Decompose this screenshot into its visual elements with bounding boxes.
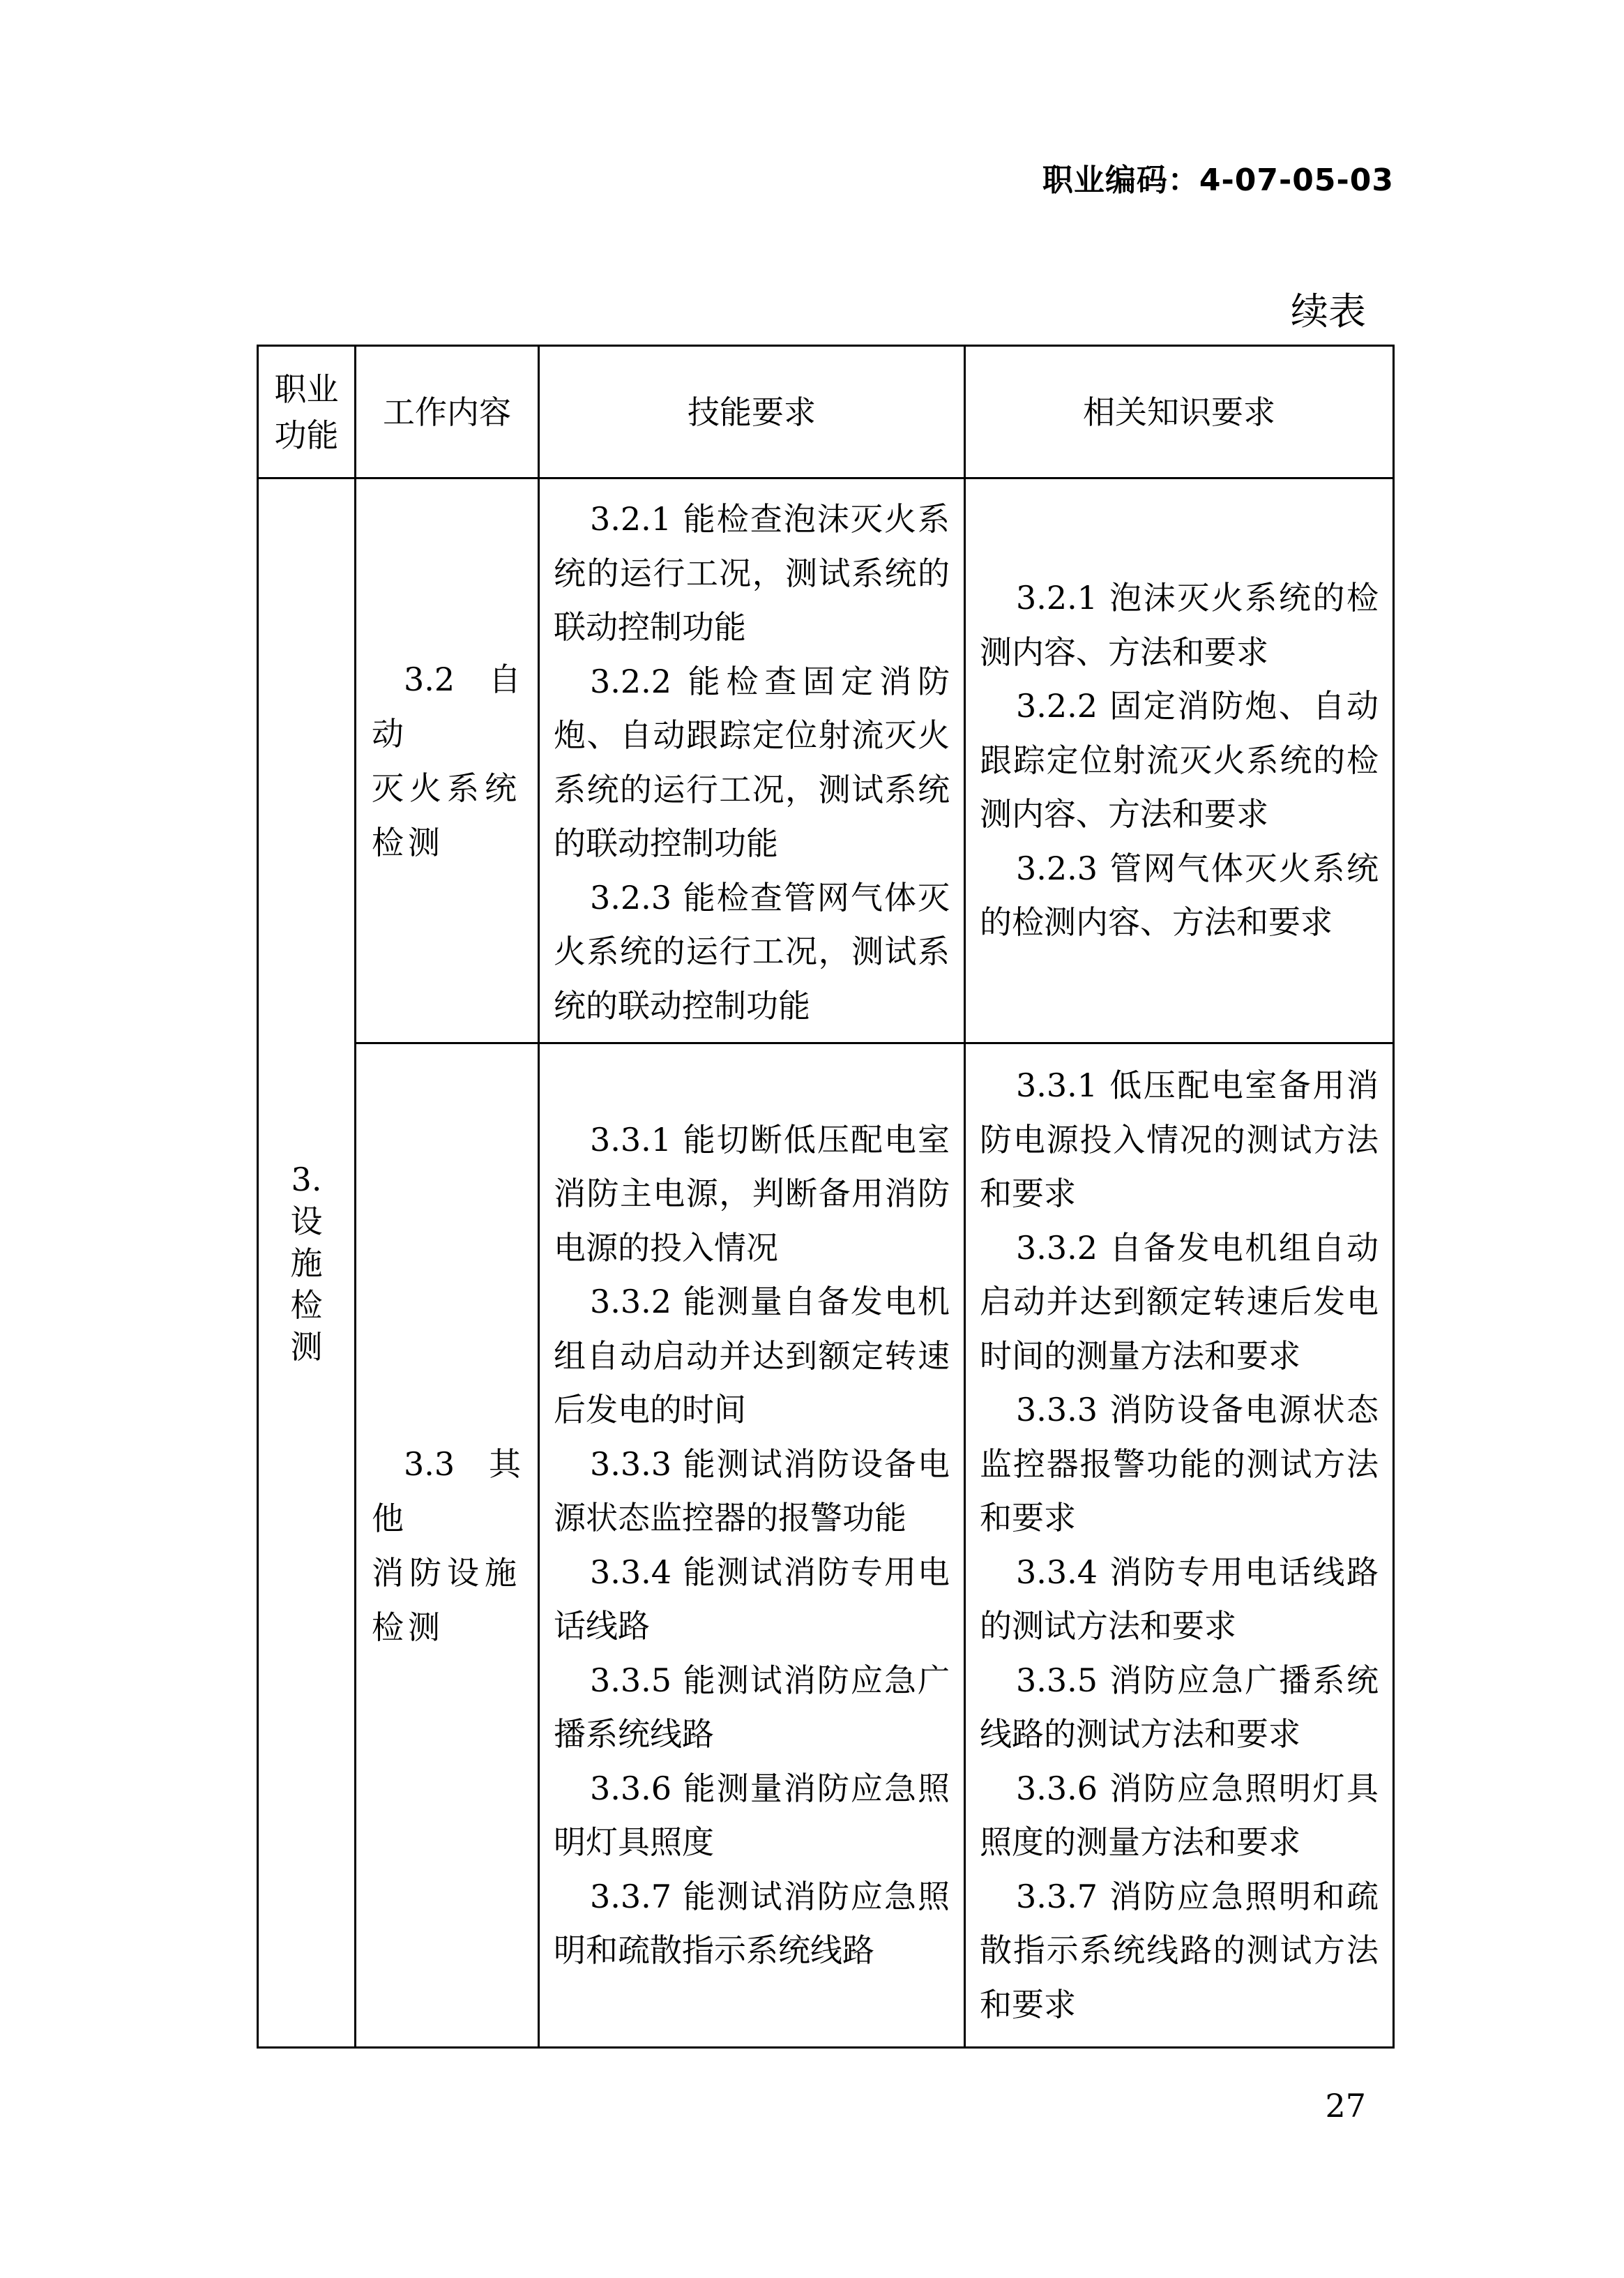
- skill-item: 3.3.1 能切断低压配电室消防主电源，判断备用消防电源的投入情况: [554, 1120, 950, 1267]
- knowledge-item: 3.3.1 低压配电室备用消防电源投入情况的测试方法和要求: [980, 1066, 1379, 1212]
- table-row: [258, 478, 1394, 1043]
- header-skill-requirements: 技能要求: [539, 346, 965, 478]
- knowledge-item: 3.2.3 管网气体灭火系统的检测内容、方法和要求: [980, 849, 1379, 942]
- header-function: 职业 功能: [258, 346, 356, 478]
- skill-item: 3.3.3 能测试消防设备电源状态监控器的报警功能: [554, 1445, 950, 1537]
- skills-table: [257, 345, 1395, 2049]
- work-content-cell: 3.2 自动 灭火系统检测: [356, 478, 539, 1043]
- page-number: 27: [1325, 2087, 1366, 2125]
- knowledge-item: 3.3.5 消防应急广播系统线路的测试方法和要求: [980, 1661, 1379, 1753]
- skills-cell: [539, 478, 965, 1043]
- knowledge-item: 3.2.2 固定消防炮、自动跟踪定位射流灭火系统的检测内容、方法和要求: [980, 687, 1379, 833]
- knowledge-item: 3.3.6 消防应急照明灯具照度的测量方法和要求: [980, 1769, 1379, 1861]
- table-row: [258, 1043, 1394, 2048]
- skill-item: 3.2.1 能检查泡沫灭火系统的运行工况，测试系统的联动控制功能: [554, 500, 950, 646]
- function-cell: 3. 设 施 检 测: [258, 478, 356, 2048]
- header-knowledge-requirements: 相关知识要求: [965, 346, 1394, 478]
- knowledge-item: 3.3.3 消防设备电源状态监控器报警功能的测试方法和要求: [980, 1391, 1379, 1537]
- continued-label: 续表: [1291, 289, 1366, 333]
- skill-item: 3.3.7 能测试消防应急照明和疏散指示系统线路: [554, 1877, 950, 1969]
- knowledge-cell: [965, 1043, 1394, 2048]
- skill-item: 3.3.6 能测量消防应急照明灯具照度: [554, 1769, 950, 1861]
- table-header-row: [258, 346, 1394, 478]
- skill-item: 3.2.3 能检查管网气体灭火系统的运行工况，测试系统的联动控制功能: [554, 878, 950, 1025]
- knowledge-item: 3.3.2 自备发电机组自动启动并达到额定转速后发电时间的测量方法和要求: [980, 1228, 1379, 1375]
- knowledge-item: 3.3.7 消防应急照明和疏散指示系统线路的测试方法和要求: [980, 1877, 1379, 2023]
- occupation-code: 职业编码：4-07-05-03: [1042, 163, 1394, 198]
- skill-item: 3.3.5 能测试消防应急广播系统线路: [554, 1661, 950, 1753]
- skill-item: 3.2.2 能检查固定消防炮、自动跟踪定位射流灭火系统的运行工况，测试系统的联动控制功能: [554, 662, 950, 862]
- skill-item: 3.3.2 能测量自备发电机组自动启动并达到额定转速后发电的时间: [554, 1283, 950, 1428]
- knowledge-item: 3.3.4 消防专用电话线路的测试方法和要求: [980, 1553, 1379, 1645]
- header-work-content: 工作内容: [356, 346, 539, 478]
- work-content-cell: 3.3 其他 消防设施检测: [356, 1043, 539, 2048]
- skills-cell: [539, 1043, 965, 2048]
- skill-item: 3.3.4 能测试消防专用电话线路: [554, 1553, 950, 1645]
- knowledge-item: 3.2.1 泡沫灭火系统的检测内容、方法和要求: [980, 579, 1379, 671]
- knowledge-cell: [965, 478, 1394, 1043]
